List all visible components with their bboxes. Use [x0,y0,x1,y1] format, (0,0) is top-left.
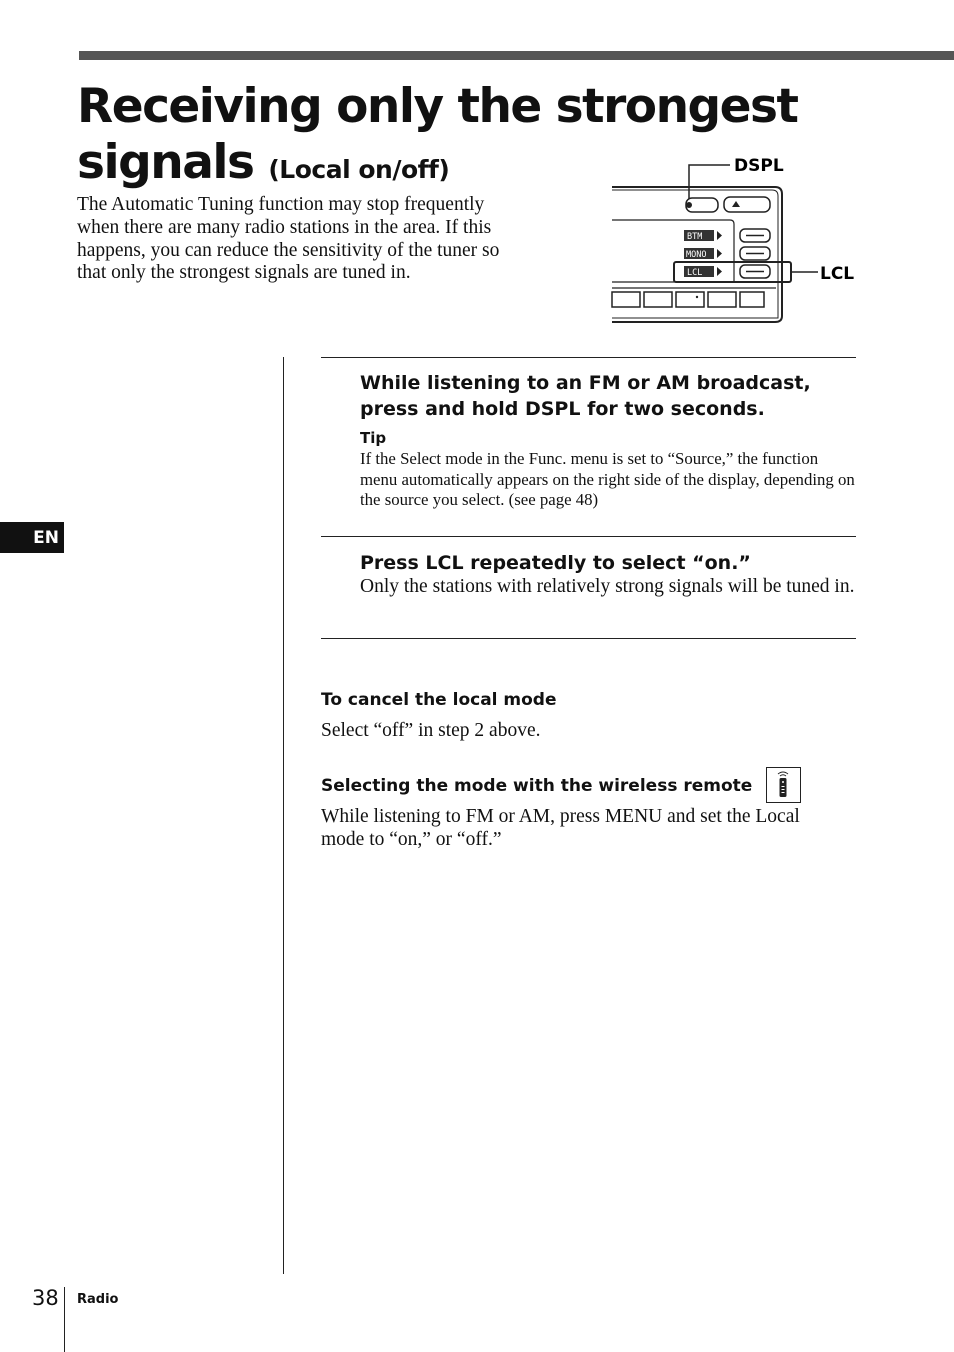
section-name: Radio [77,1292,119,1307]
remote-button [782,789,785,790]
step-divider [321,638,856,639]
footer-divider [64,1287,65,1352]
remote-body: While listening to FM or AM, press MENU and set the Local mode to “on,” or “off.” [321,806,800,850]
remote-body [780,778,787,797]
step-divider [321,357,856,358]
cancel-body: Select “off” in step 2 above. [321,720,541,741]
remote-button [782,786,785,787]
display-item-lcl-label: LCL [687,268,703,278]
page-title-line2 [77,134,449,199]
preset-button[interactable] [676,292,704,307]
preset-button[interactable] [644,292,672,307]
page-number: 38 [32,1286,59,1310]
remote-button [782,792,785,793]
intro-paragraph: The Automatic Tuning function may stop frequently when there are many radio stations in the area. If this happens, you can reduce the sensitivity of the tuner so that only the strongest signals are tuned in. [77,194,500,284]
remote-heading: Selecting the mode with the wireless remote [321,776,753,796]
dspl-label: DSPL [734,156,784,176]
remote-control-icon [766,767,801,803]
remote-button [782,781,784,783]
signal-wave [780,775,786,776]
tip-text: If the Select mode in the Func. menu is set to “Source,” the function menu automatically appears on the right side of the display, depending on the source you select. (see page 48) [360,449,855,509]
stereo-panel-diagram [600,150,860,330]
preset-button[interactable] [740,292,764,307]
step-1-heading: While listening to an FM or AM broadcast, press and hold DSPL for two seconds. [360,372,811,420]
signal-wave [778,772,788,774]
language-tab-label: EN [33,527,59,548]
cancel-heading: To cancel the local mode [321,690,557,710]
remote-control-glyph [767,768,799,801]
language-tab [0,522,64,553]
step-divider [321,536,856,537]
step-2-heading: Press LCL repeatedly to select “on.” [360,552,751,574]
lcl-label: LCL [820,264,855,284]
display-item-mono-label: MONO [686,250,707,260]
arrow-right-icon [717,249,722,258]
dspl-callout-dot [686,202,692,208]
step-2-body: Only the stations with relatively strong signals will be tuned in. [360,576,855,597]
tip-label: Tip [360,429,387,447]
column-divider [283,357,284,1274]
arrow-right-icon [717,231,722,240]
title-subtitle: (Local on/off) [268,155,450,184]
arrow-right-icon [717,267,722,276]
title-main-word: signals [77,135,254,190]
preset-button[interactable] [708,292,736,307]
preset-button[interactable] [612,292,640,307]
preset-dot [696,296,698,298]
eject-button[interactable] [724,197,770,212]
top-rule [79,51,954,60]
page-title: Receiving only the strongest [77,79,798,134]
display-item-btm-label: BTM [687,232,703,242]
